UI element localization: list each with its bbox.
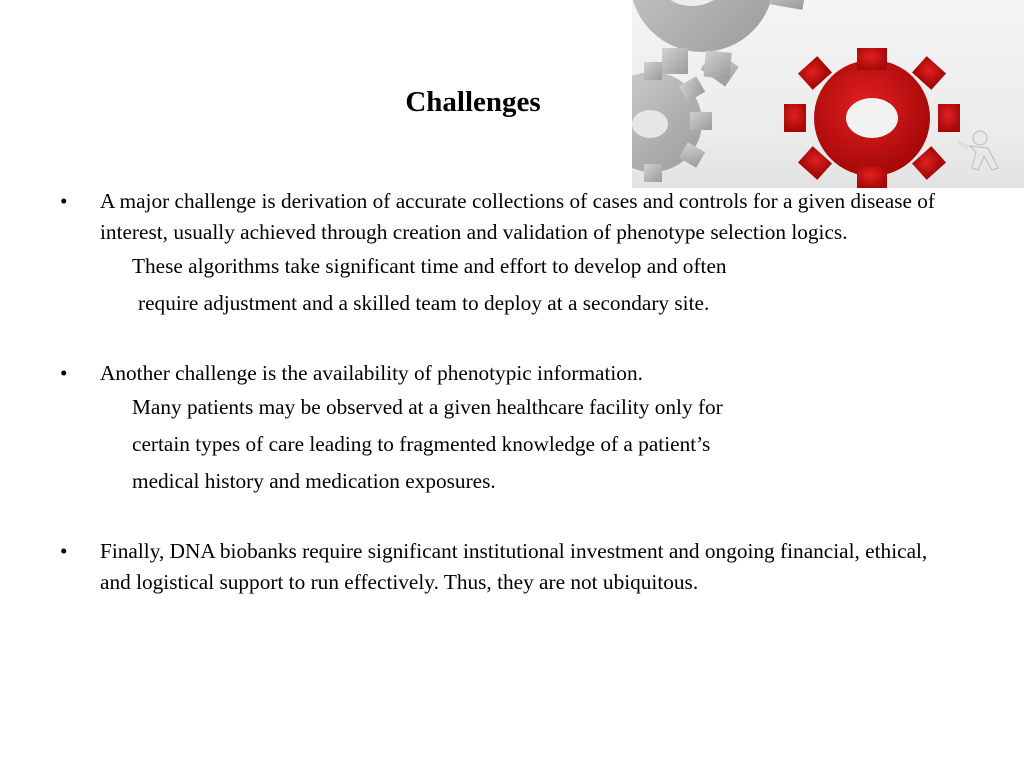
bullet-text: Another challenge is the availability of phenotypic information. (100, 361, 643, 385)
bullet-marker: • (60, 539, 68, 563)
bullet-marker: • (60, 361, 68, 385)
sub-line: medical history and medication exposures. (132, 469, 496, 493)
bullet-text: Finally, DNA biobanks require significant institutional investment and ongoing financial, ethical, and logistical support to run effectively. Thus, they are not ubiquitous. (100, 539, 928, 594)
bullet-marker: • (60, 189, 68, 213)
gray-gear-small-icon (632, 62, 712, 182)
sub-line: These algorithms take significant time and effort to develop and often (132, 254, 727, 278)
bullet-item (58, 358, 958, 389)
sub-line: certain types of care leading to fragmented knowledge of a patient’s (132, 432, 711, 456)
slide-content (58, 186, 958, 598)
sub-line: require adjustment and a skilled team to deploy at a secondary site. (138, 291, 710, 315)
slide-title: Challenges (405, 86, 541, 118)
figure-pushing-icon (958, 131, 998, 170)
sub-line: Many patients may be observed at a given healthcare facility only for (132, 395, 723, 419)
bullet-text: A major challenge is derivation of accurate collections of cases and controls for a given disease of interest, usually achieved through creation and validation of phenotype selection logics. (100, 189, 935, 244)
bullet-item (58, 186, 958, 248)
bullet-item (58, 536, 958, 598)
